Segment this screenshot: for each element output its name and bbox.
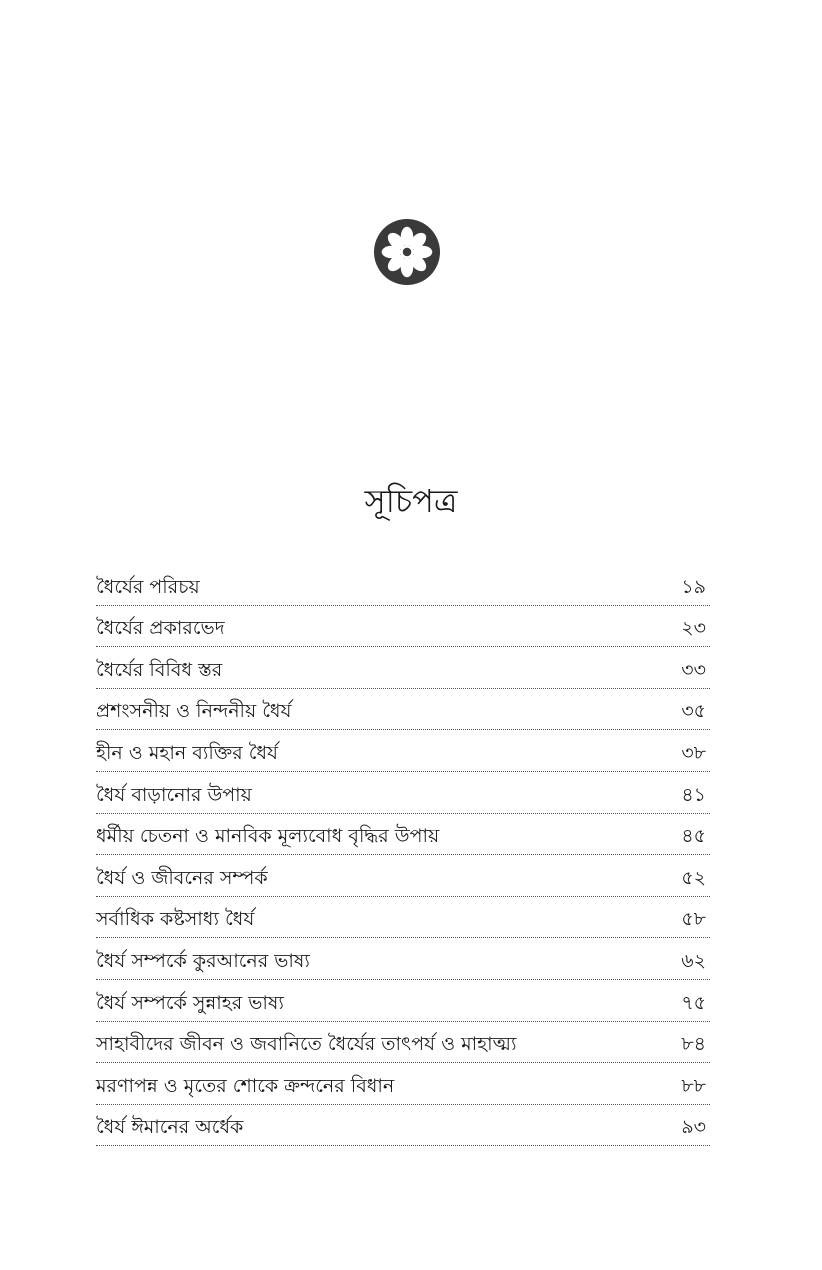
- toc-entry[interactable]: [96, 814, 710, 856]
- toc-entry-page: ৯৩: [681, 1116, 706, 1139]
- toc-entry-page: ৭৫: [681, 991, 706, 1014]
- table-of-contents: [96, 564, 710, 1146]
- toc-entry-page: ৪৫: [681, 825, 706, 848]
- toc-entry[interactable]: [96, 1105, 710, 1147]
- toc-entry[interactable]: [96, 606, 710, 648]
- toc-entry-title: ধর্মীয় চেতনা ও মানবিক মূল্যবোধ বৃদ্ধির উপায়: [96, 825, 440, 848]
- toc-entry-page: ৪১: [681, 783, 706, 806]
- toc-entry[interactable]: [96, 730, 710, 772]
- page-title: সূচিপত্র: [364, 482, 458, 520]
- toc-entry-title: ধৈর্য ও জীবনের সম্পর্ক: [96, 866, 268, 889]
- toc-entry[interactable]: [96, 689, 710, 731]
- toc-entry[interactable]: [96, 855, 710, 897]
- toc-entry-page: ৬২: [681, 949, 706, 972]
- toc-entry-title: ধৈর্যের প্রকারভেদ: [96, 617, 225, 640]
- toc-entry-title: সাহাবীদের জীবন ও জবানিতে ধৈর্যের তাৎপর্য ও মাহাত্ম্য: [96, 1033, 517, 1056]
- toc-entry-title: ধৈর্য ঈমানের অর্ধেক: [96, 1116, 244, 1139]
- toc-entry[interactable]: [96, 772, 710, 814]
- toc-entry-title: ধৈর্য বাড়ানোর উপায়: [96, 783, 252, 806]
- toc-entry-title: ধৈর্য সম্পর্কে কুরআনের ভাষ্য: [96, 949, 310, 972]
- toc-entry[interactable]: [96, 564, 710, 606]
- flower-rosette-icon: [373, 218, 441, 286]
- toc-entry-title: ধৈর্য সম্পর্কে সুন্নাহর ভাষ্য: [96, 991, 284, 1014]
- toc-entry-title: ধৈর্যের পরিচয়: [96, 575, 200, 598]
- toc-entry[interactable]: [96, 897, 710, 939]
- toc-entry-page: ৮৮: [681, 1074, 706, 1097]
- toc-entry-page: ৩৩: [681, 658, 706, 681]
- toc-entry[interactable]: [96, 647, 710, 689]
- toc-entry-page: ৫২: [681, 866, 706, 889]
- toc-entry-page: ৩৫: [681, 700, 706, 723]
- toc-entry[interactable]: [96, 980, 710, 1022]
- toc-entry[interactable]: [96, 1022, 710, 1064]
- toc-entry-title: সর্বাধিক কষ্টসাধ্য ধৈর্য: [96, 908, 255, 931]
- toc-entry[interactable]: [96, 938, 710, 980]
- toc-entry-page: ১৯: [681, 575, 706, 598]
- toc-entry-title: ধৈর্যের বিবিধ স্তর: [96, 658, 223, 681]
- toc-entry[interactable]: [96, 1063, 710, 1105]
- toc-entry-title: প্রশংসনীয় ও নিন্দনীয় ধৈর্য: [96, 700, 292, 723]
- toc-entry-title: মরণাপন্ন ও মৃতের শোকে ক্রন্দনের বিধান: [96, 1074, 395, 1097]
- toc-entry-page: ৮৪: [681, 1033, 706, 1056]
- toc-entry-title: হীন ও মহান ব্যক্তির ধৈর্য: [96, 741, 278, 764]
- toc-entry-page: ৫৮: [681, 908, 706, 931]
- toc-entry-page: ২৩: [681, 617, 706, 640]
- toc-entry-page: ৩৮: [681, 741, 706, 764]
